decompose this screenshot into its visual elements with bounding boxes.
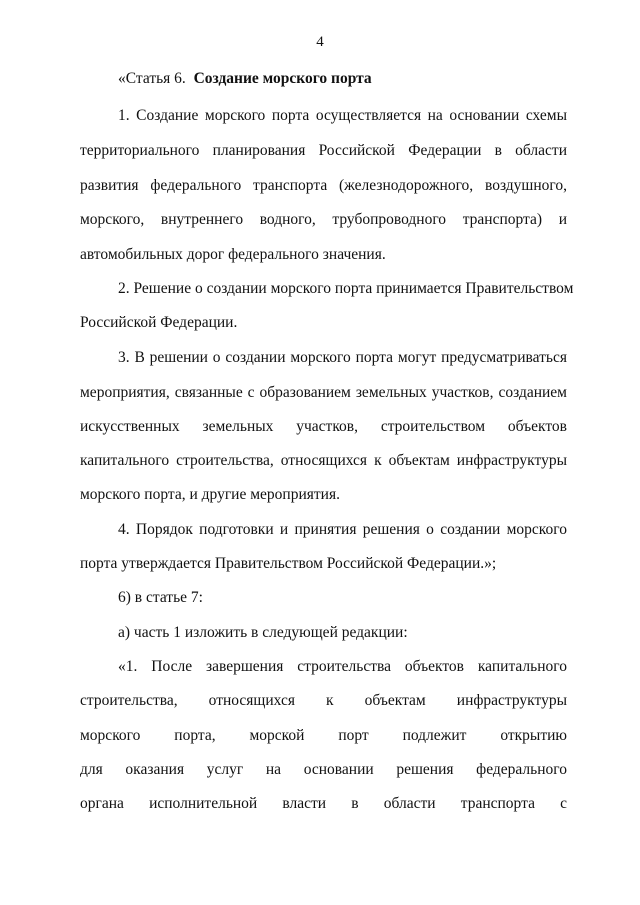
paragraph-line: территориального планирования Российской Федерации в области <box>80 142 567 159</box>
paragraph-line: Российской Федерации. <box>80 314 238 331</box>
paragraph-line: органа исполнительной власти в области транспорта с <box>80 795 567 812</box>
paragraph-line: 2. Решение о создании морского порта принимается Правительством <box>118 280 574 297</box>
paragraph-line: капитального строительства, относящихся к объектам инфраструктуры <box>80 452 567 469</box>
paragraph-line: мероприятия, связанные с образованием земельных участков, созданием <box>80 384 567 401</box>
paragraph-line: а) часть 1 изложить в следующей редакции: <box>118 624 408 641</box>
paragraph-line: развития федерального транспорта (железнодорожного, воздушного, <box>80 177 567 194</box>
paragraph-line: 3. В решении о создании морского порта могут предусматриваться <box>118 349 567 366</box>
paragraph-line: искусственных земельных участков, строительством объектов <box>80 418 567 435</box>
paragraph-line: морского порта, морской порт подлежит открытию <box>80 727 567 744</box>
paragraph-line: для оказания услуг на основании решения федерального <box>80 761 567 778</box>
paragraph-line: строительства, относящихся к объектам инфраструктуры <box>80 692 567 709</box>
paragraph-line: «1. После завершения строительства объектов капитального <box>118 658 567 675</box>
paragraph-line: морского порта, и другие мероприятия. <box>80 486 340 503</box>
paragraph-line: порта утверждается Правительством Российской Федерации.»; <box>80 555 497 572</box>
paragraph-line: морского, внутреннего водного, трубопроводного транспорта) и <box>80 211 567 228</box>
paragraph-line: 4. Порядок подготовки и принятия решения о создании морского <box>118 521 567 538</box>
article-title: Создание морского порта <box>193 70 372 87</box>
paragraph-line: автомобильных дорог федерального значения. <box>80 246 386 263</box>
paragraph-line: 6) в статье 7: <box>118 589 203 606</box>
article-prefix: «Статья 6. <box>118 70 186 87</box>
paragraph-line: 1. Создание морского порта осуществляется на основании схемы <box>118 107 567 124</box>
page-number: 4 <box>316 34 324 50</box>
article-heading <box>118 70 567 88</box>
